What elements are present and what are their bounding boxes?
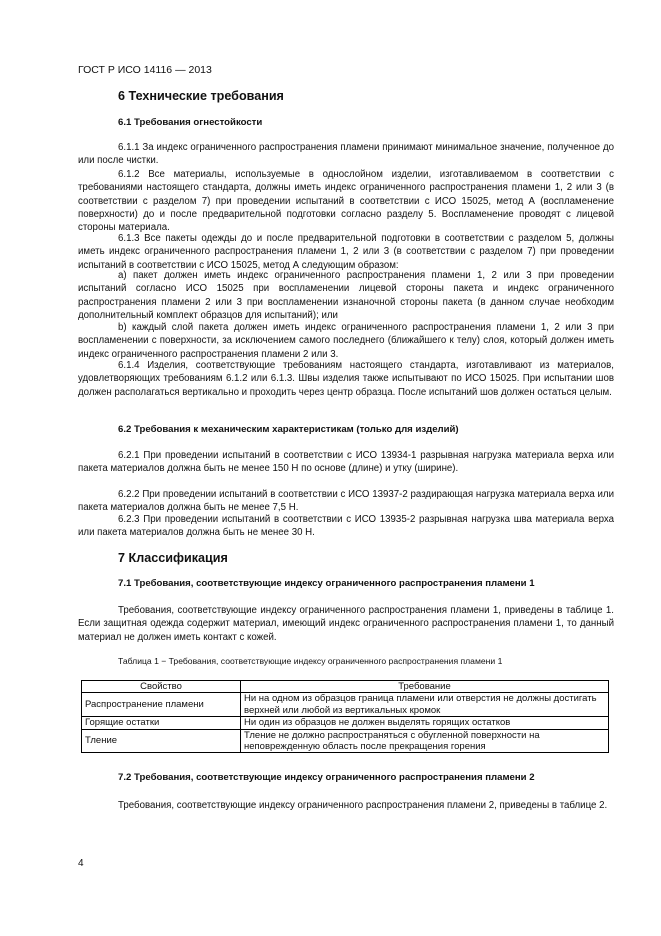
paragraph-7-2: Требования, соответствующие индексу ограниченного распространения пламени 2, приведены в таблице 2. — [118, 800, 608, 811]
document-header: ГОСТ Р ИСО 14116 — 2013 — [78, 64, 212, 76]
subsection-6-1-title: 6.1 Требования огнестойкости — [118, 117, 263, 128]
section-7-title: 7 Классификация — [118, 551, 228, 565]
section-6-title: 6 Технические требования — [118, 89, 284, 103]
paragraph-6-2-3: 6.2.3 При проведении испытаний в соответствии с ИСО 13935-2 разрывная нагрузка шва материала верха или пакета материалов должна быть не менее 30 Н. — [78, 514, 614, 539]
paragraph-6-1-2: 6.1.2 Все материалы, используемые в однослойном изделии, изготавливаемом в соответствии с требованиями настоящего стандарта, должны иметь индекс ограниченного распространения пламени 1, 2 или 3 (в соответствии с разделом 7) при проведении испытаний в соответствии с ИСО 15025, метод А (воспламенение поверхности) до и после предварительной подготовки согласно разделу 5. Воспламенение проводят с лицевой стороны материала. — [78, 169, 614, 234]
paragraph-6-1-4: 6.1.4 Изделия, соответствующие требованиям настоящего стандарта, изготавливают из материалов, удовлетворяющих требованиям 6.1.2 или 6.1.3. Швы изделия также испытывают по ИСО 15025. При испытании шов должен располагаться вертикально и проходить через центр образца. После испытаний шов должен остаться целым. — [78, 360, 614, 398]
table-header-cell: Свойство — [82, 681, 241, 693]
table-cell-property: Горящие остатки — [82, 717, 241, 729]
subsection-7-2-title: 7.2 Требования, соответствующие индексу ограниченного распространения пламени 2 — [118, 772, 535, 783]
paragraph-6-2-2: 6.2.2 При проведении испытаний в соответствии с ИСО 13937-2 раздирающая нагрузка материала верха или пакета материалов должна быть не менее 7,5 Н. — [78, 489, 614, 514]
page-number: 4 — [78, 858, 84, 869]
table-cell-requirement: Ни один из образцов не должен выделять горящих остатков — [241, 717, 609, 729]
table-row — [82, 693, 609, 717]
paragraph-6-1-1: 6.1.1 За индекс ограниченного распространения пламени принимают минимальное значение, полученное до или после чистки. — [78, 142, 614, 167]
table-cell-requirement: Ни на одном из образцов граница пламени или отверстия не должны достигать верхней или любой из вертикальных кромок — [241, 693, 609, 717]
table-cell-property: Тление — [82, 729, 241, 753]
table-1 — [81, 680, 609, 753]
table-row — [82, 717, 609, 729]
table-header-row — [82, 681, 609, 693]
table-row — [82, 729, 609, 753]
table-1-caption: Таблица 1 − Требования, соответствующие индексу ограниченного распространения пламени 1 — [118, 656, 503, 666]
paragraph-item-a: а) пакет должен иметь индекс ограниченного распространения пламени 1, 2 или 3 при проведении испытаний согласно ИСО 15025 при воспламенении лицевой стороны пакета и индекс ограниченного распространения пламени 2 или 3 при воспламенении изнаночной стороны пакета (в данном случае необходим дополнительный комплект образцов для испытаний); или — [78, 270, 614, 321]
table-cell-property: Распространение пламени — [82, 693, 241, 717]
subsection-6-2-title: 6.2 Требования к механическим характеристикам (только для изделий) — [118, 424, 459, 435]
paragraph-item-b: b) каждый слой пакета должен иметь индекс ограниченного распространения пламени 1, 2 или 3 при воспламенении с поверхности, за исключением самого последнего (ближайшего к телу) слоя, который должен иметь индекс ограниченного распространения пламени 2 или 3. — [78, 322, 614, 360]
paragraph-7-1: Требования, соответствующие индексу ограниченного распространения пламени 1, приведены в таблице 1. Если защитная одежда содержит материал, имеющий индекс ограниченного распространения пламени 1, то данный материал не должен иметь контакт с кожей. — [78, 605, 614, 643]
table-cell-requirement: Тление не должно распространяться с обугленной поверхности на неповрежденную область после прекращения горения — [241, 729, 609, 753]
paragraph-6-2-1: 6.2.1 При проведении испытаний в соответствии с ИСО 13934-1 разрывная нагрузка материала верха или пакета материалов должна быть не менее 150 Н по основе (длине) и утку (ширине). — [78, 450, 614, 475]
subsection-7-1-title: 7.1 Требования, соответствующие индексу ограниченного распространения пламени 1 — [118, 578, 535, 589]
table-header-cell: Требование — [241, 681, 609, 693]
paragraph-6-1-3: 6.1.3 Все пакеты одежды до и после предварительной подготовки в соответствии с разделом 5, должны иметь индекс ограниченного распространения пламени 1, 2 или 3 (в соответствии с разделом 7) при проведении испытаний в соответствии с ИСО 15025, метод А следующим образом: — [78, 233, 614, 271]
